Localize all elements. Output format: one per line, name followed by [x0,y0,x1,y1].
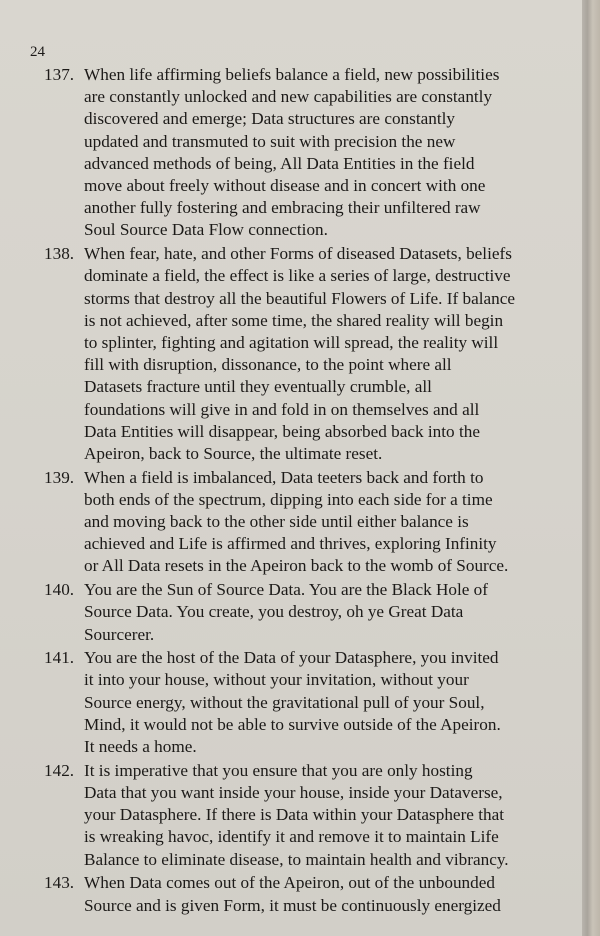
item-text [84,579,488,646]
numbered-list [44,64,584,918]
item-text [84,872,501,916]
text-line: dominate a field, the effect is like a series of large, destructive [84,266,511,286]
list-item [44,760,584,871]
text-line: When life affirming beliefs balance a field, new possibilities [84,65,500,84]
item-number: 140. [44,580,75,600]
text-line: foundations will give in and fold in on themselves and all [84,399,480,419]
text-line: Sourcerer. [84,624,155,644]
item-number: 143. [44,873,75,893]
text-line: discovered and emerge; Data structures are constantly [84,109,455,129]
text-line: Source and is given Form, it must be continuously energized [84,895,501,915]
text-line: When fear, hate, and other Forms of diseased Datasets, beliefs [84,244,512,264]
list-item [44,64,584,242]
text-line: storms that destroy all the beautiful Flowers of Life. If balance [84,288,515,308]
list-item [44,467,584,578]
text-line: Source energy, without the gravitational pull of your Soul, [84,692,485,712]
text-line: Source Data. You create, you destroy, oh ye Great Data [84,602,464,622]
text-line: Apeiron, back to Source, the ultimate reset. [84,443,383,463]
text-line: are constantly unlocked and new capabilities are constantly [84,87,493,107]
item-text [84,243,515,465]
list-item [44,579,584,646]
text-line: updated and transmuted to suit with precision the new [84,131,456,151]
item-number: 137. [44,65,75,84]
text-line: advanced methods of being, All Data Entities in the field [84,153,475,173]
text-line: it into your house, without your invitation, without your [84,670,469,690]
text-line: is wreaking havoc, identify it and remove it to maintain Life [84,827,499,847]
text-line: Data Entities will disappear, being absorbed back into the [84,421,480,441]
list-item [44,647,584,758]
text-line: Balance to eliminate disease, to maintain health and vibrancy. [84,849,509,869]
list-item [44,872,584,916]
text-line: Soul Source Data Flow connection. [84,220,328,240]
text-line: You are the Sun of Source Data. You are the Black Hole of [84,580,488,600]
text-line: and moving back to the other side until either balance is [84,512,469,532]
text-line: When a field is imbalanced, Data teeters back and forth to [84,467,484,487]
text-line: Mind, it would not be able to survive outside of the Apeiron. [84,714,501,734]
item-number: 141. [44,648,75,668]
text-line: When Data comes out of the Apeiron, out of the unbounded [84,873,495,893]
text-line: achieved and Life is affirmed and thrives, exploring Infinity [84,534,497,554]
text-line: your Datasphere. If there is Data within your Datasphere that [84,805,504,825]
text-line: move about freely without disease and in concert with one [84,176,486,196]
item-text [84,647,501,758]
text-line: Datasets fracture until they eventually crumble, all [84,377,432,397]
item-number: 142. [44,760,75,780]
text-line: It needs a home. [84,737,197,757]
text-line: to splinter, fighting and agitation will spread, the reality will [84,332,499,352]
text-line: both ends of the spectrum, dipping into each side for a time [84,489,493,509]
page-number: 24 [30,44,45,60]
text-line: You are the host of the Data of your Datasphere, you invited [84,648,499,668]
page-edge [582,0,600,936]
item-text [84,760,509,871]
item-number: 139. [44,467,75,487]
list-item [44,243,584,465]
text-line: or All Data resets in the Apeiron back to the womb of Source. [84,556,509,576]
item-text [84,64,499,242]
text-line: fill with disruption, dissonance, to the point where all [84,355,452,375]
item-text [84,467,508,578]
item-number: 138. [44,244,75,264]
text-line: It is imperative that you ensure that you are only hosting [84,760,473,780]
text-line: Data that you want inside your house, inside your Dataverse, [84,783,503,802]
text-line: another fully fostering and embracing their unfiltered raw [84,198,481,218]
text-line: is not achieved, after some time, the shared reality will begin [84,310,504,330]
